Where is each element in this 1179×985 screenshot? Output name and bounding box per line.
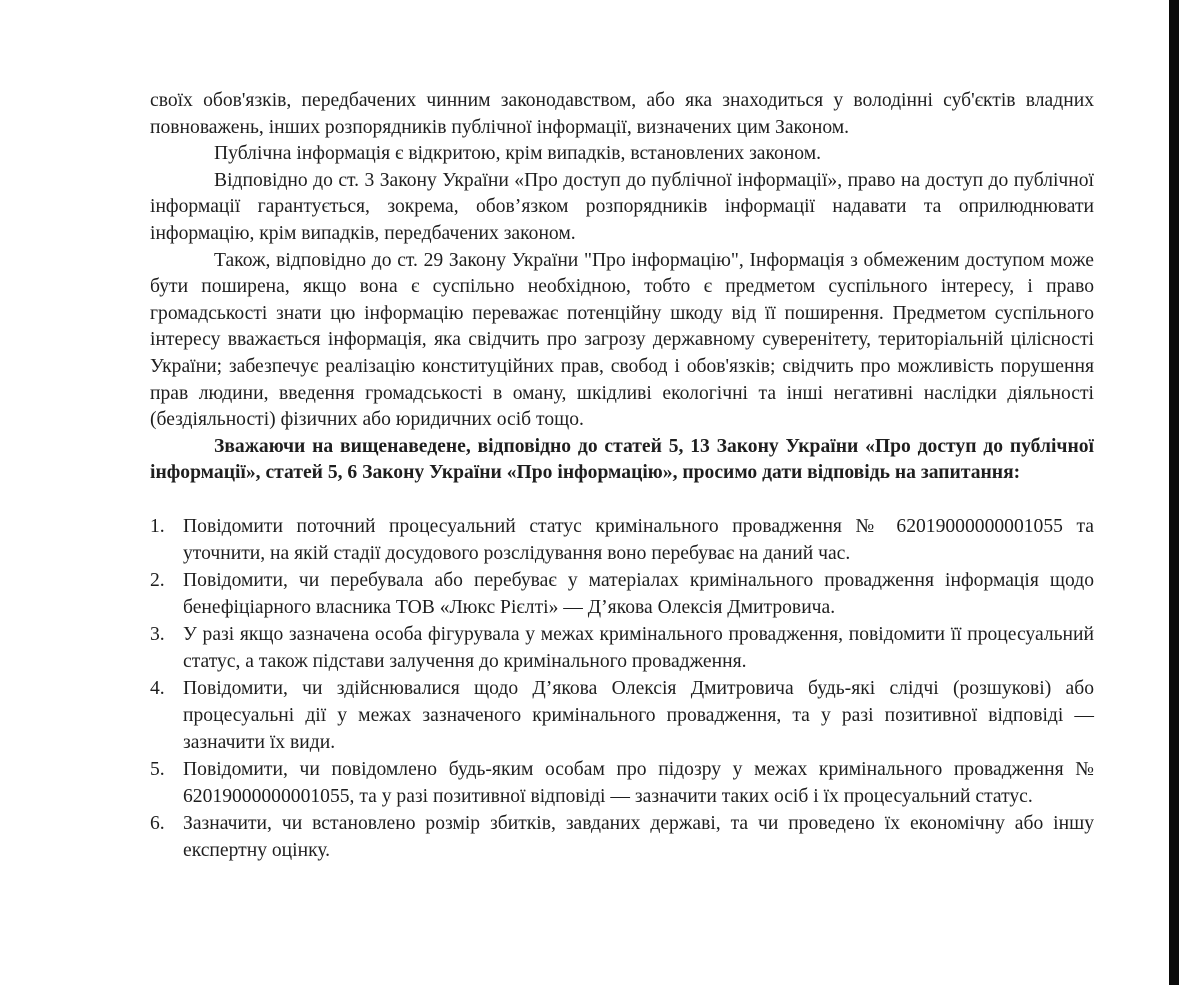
request-number: 2. <box>150 570 165 592</box>
request-number: 4. <box>150 678 165 700</box>
request-item-3 <box>150 622 1094 675</box>
scan-edge-border <box>1169 0 1179 985</box>
request-number: 5. <box>150 759 165 781</box>
paragraph-public-info-open: Публічна інформація є відкритою, крім випадків, встановлених законом. <box>214 143 822 165</box>
request-item-2 <box>150 568 1094 621</box>
request-text: Повідомити, чи повідомлено будь-яким особам про підозру у межах кримінального провадження № 62019000000001055, та у разі позитивної відповіді — зазначити таких осіб і їх процесуальний статус. <box>183 759 1094 807</box>
request-number: 3. <box>150 624 165 646</box>
request-number: 1. <box>150 515 165 537</box>
request-text: Повідомити, чи здійснювалися щодо Д’якова Олексія Дмитровича будь-які слідчі (розшукові) або процесуальні дії у межах зазначеного кримінального провадження, та у разі позитивної відповіді — зазначити їх види. <box>183 678 1094 753</box>
request-text: У разі якщо зазначена особа фігурувала у межах кримінального провадження, повідомити її процесуальний статус, а також підстави залучення до кримінального провадження. <box>183 624 1094 672</box>
document-page <box>150 88 1094 866</box>
request-text: Повідомити поточний процесуальний статус кримінального провадження № 62019000000001055 та уточнити, на якій стадії досудового розслідування воно перебуває на даний час. <box>183 515 1094 564</box>
paragraph-continuation: своїх обов'язків, передбачених чинним законодавством, або яка знаходиться у володінні суб'єктів владних повноважень, інших розпорядників публічної інформації, визначених цим Законом. <box>150 90 1094 138</box>
paragraph-article-29: Також, відповідно до ст. 29 Закону України "Про інформацію", Інформація з обмеженим доступом може бути поширена, якщо вона є суспільно необхідною, тобто є предметом суспільного інтересу, і право громадськості знати цю інформацію переважає потенційну шкоду від її поширення. Предметом суспільного інтересу вважається інформація, яка свідчить про загрозу державному суверенітету, територіальній цілісності України; забезпечує реалізацію конституційних прав, свобод і обов'язків; свідчить про можливість порушення прав людини, введення громадськості в оману, шкідливі екологічні та інші негативні наслідки діяльності (бездіяльності) фізичних або юридичних осіб тощо. <box>150 249 1094 431</box>
request-number: 6. <box>150 813 165 835</box>
request-item-5 <box>150 757 1094 810</box>
request-list <box>150 514 1094 865</box>
paragraph-article-3: Відповідно до ст. 3 Закону України «Про доступ до публічної інформації», право на доступ до публічної інформації гарантується, зокрема, обов’язком розпорядників інформації надавати та оприлюднювати інформацію, крім випадків, передбачених законом. <box>150 169 1094 244</box>
request-item-4 <box>150 676 1094 756</box>
request-text: Зазначити, чи встановлено розмір збитків, завданих державі, та чи проведено їх економічну або іншу експертну оцінку. <box>183 813 1094 862</box>
request-item-6 <box>150 811 1094 864</box>
paragraph-spacer <box>150 487 1094 514</box>
paragraph-request-intro: Зважаючи на вищенаведене, відповідно до статей 5, 13 Закону України «Про доступ до публічної інформації», статей 5, 6 Закону України «Про інформацію», просимо дати відповідь на запитання: <box>150 435 1094 484</box>
request-item-1 <box>150 514 1094 567</box>
request-text: Повідомити, чи перебувала або перебуває у матеріалах кримінального провадження інформація щодо бенефіціарного власника ТОВ «Люкс Рієлті» — Д’якова Олексія Дмитровича. <box>183 570 1094 618</box>
